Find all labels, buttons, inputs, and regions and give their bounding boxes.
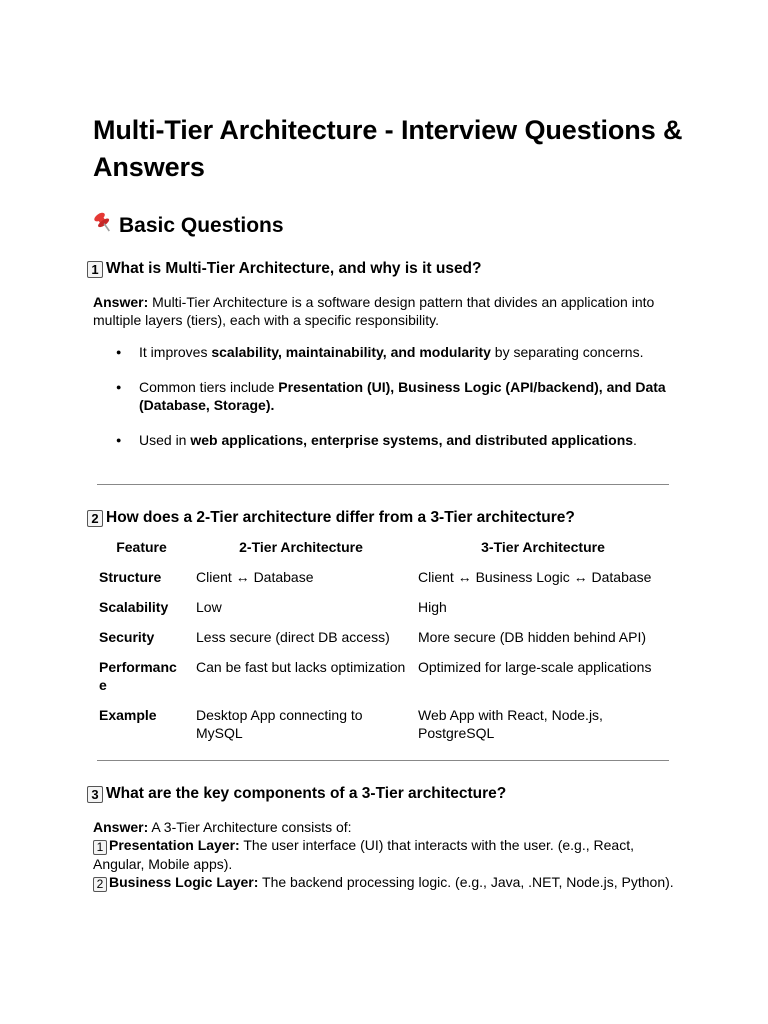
table-row: [93, 658, 674, 706]
divider: [97, 760, 669, 761]
answer-label: Answer:: [93, 294, 149, 310]
question-1-heading: [87, 258, 677, 280]
list-item: 1 Presentation Layer: The user interface (UI) that interacts with the user. (e.g., React, Angular, Mobile apps).: [93, 837, 634, 872]
table-row: [93, 598, 674, 628]
answer-text: A 3-Tier Architecture consists of:: [148, 819, 352, 835]
keycap-2-icon: 2: [93, 877, 107, 892]
table-header: 2-Tier Architecture: [239, 539, 363, 555]
table-cell: Desktop App connecting to MySQL: [196, 707, 363, 741]
table-cell: Client ↔ Business Logic ↔ Database: [418, 569, 652, 585]
table-row: [93, 568, 674, 598]
keycap-1-icon: 1: [87, 261, 103, 278]
question-3-answer: [93, 818, 683, 836]
divider: [97, 484, 669, 485]
list-item: ● Common tiers include Presentation (UI), Business Logic (API/backend), and Data (Database, Storage).: [93, 378, 675, 414]
table-cell: High: [418, 599, 447, 615]
document-title: Multi-Tier Architecture - Interview Questions & Answers: [93, 115, 683, 182]
table-header: Feature: [116, 539, 167, 555]
table-cell: Low: [196, 599, 222, 615]
table-cell: More secure (DB hidden behind API): [418, 629, 647, 645]
keycap-1-icon: 1: [93, 840, 107, 855]
answer-label: Answer:: [93, 819, 149, 835]
list-item: ● Used in web applications, enterprise systems, and distributed applications.: [93, 431, 675, 449]
table-cell: Can be fast but lacks optimization: [196, 659, 406, 675]
table-row: [93, 628, 674, 658]
table-row-label: Structure: [99, 569, 162, 585]
pushpin-icon: [91, 210, 119, 243]
question-2-heading: [87, 507, 677, 529]
answer-text: Multi-Tier Architecture is a software design pattern that divides an application into multiple layers (tiers), each with a specific responsibility.: [93, 294, 655, 328]
section-heading-text: Basic Questions: [119, 214, 284, 237]
question-1-answer: [93, 293, 683, 329]
keycap-3-icon: 3: [87, 786, 103, 803]
document-page: [93, 112, 683, 892]
table-row-label: Security: [99, 629, 155, 645]
question-1-bullets: [93, 343, 683, 449]
table-row-label: Performance: [99, 659, 177, 693]
table-header: 3-Tier Architecture: [481, 539, 605, 555]
question-2-text: How does a 2-Tier architecture differ from a 3-Tier architecture?: [106, 509, 575, 526]
question-3-heading: [87, 783, 677, 805]
table-cell: Client ↔ Database: [196, 569, 314, 585]
keycap-2-icon: 2: [87, 510, 103, 527]
section-heading: [91, 208, 683, 241]
question-1-text: What is Multi-Tier Architecture, and why is it used?: [106, 260, 482, 277]
table-row-label: Example: [99, 707, 157, 723]
table-row: [93, 706, 674, 754]
table-header-row: [93, 538, 674, 568]
comparison-table: [93, 538, 674, 754]
question-3-text: What are the key components of a 3-Tier architecture?: [106, 785, 507, 802]
list-item: ● It improves scalability, maintainability, and modularity by separating concerns.: [93, 343, 675, 361]
table-cell: Less secure (direct DB access): [196, 629, 390, 645]
list-item: 2 Business Logic Layer: The backend processing logic. (e.g., Java, .NET, Node.js, Python).: [93, 873, 683, 892]
table-cell: Web App with React, Node.js, PostgreSQL: [418, 707, 603, 741]
table-row-label: Scalability: [99, 599, 169, 615]
table-cell: Optimized for large-scale applications: [418, 659, 652, 675]
